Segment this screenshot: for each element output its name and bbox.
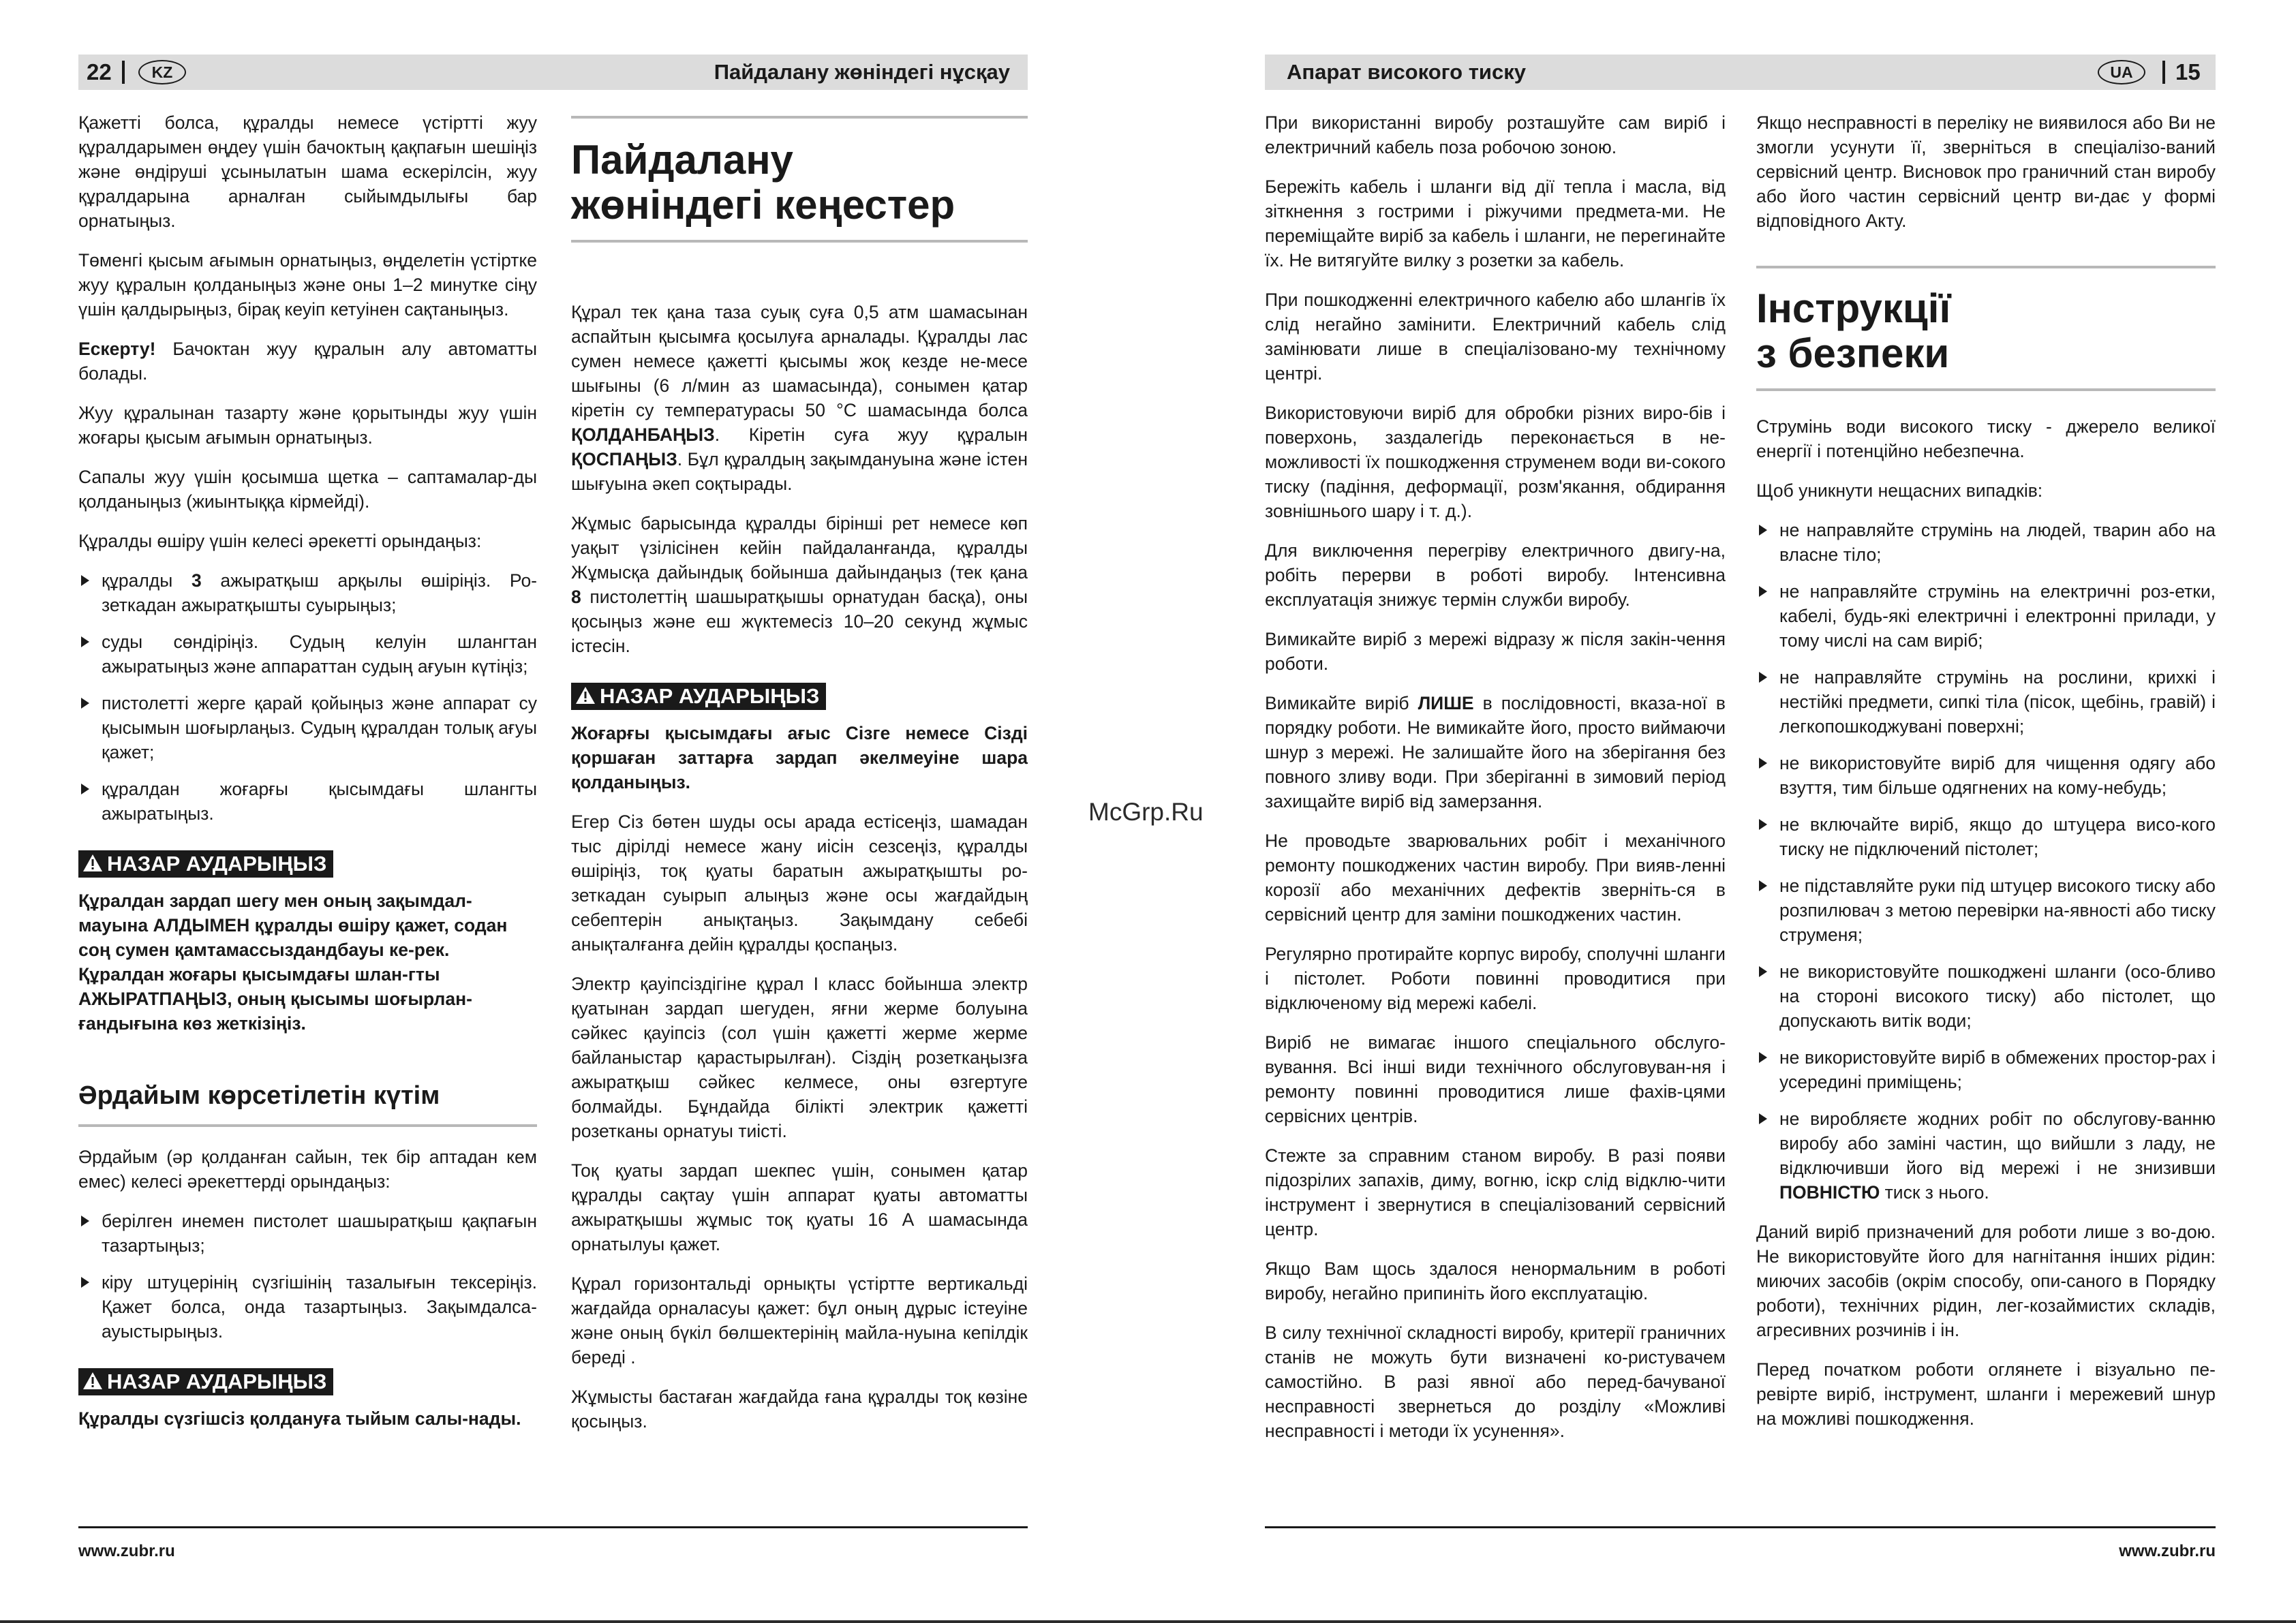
paragraph: В силу технічної складності виробу, критерії граничних станів не можуть бути визначені ко-ристувачем самостійно. В разі явної або перед-бачуваної несправності звернеться до розділу «Можливі несправності і методи їх усунення».	[1265, 1323, 1726, 1441]
paragraph: Бережіть кабель і шланги від дії тепла і масла, від зіткнення з гострими і ріжучими предмета-ми. Не переміщайте виріб за кабель і шланги, не перегинайте їх. Не витягуйте вилку з розетки за кабель.	[1265, 176, 1726, 270]
paragraph: Төменгі қысым ағымын орнатыңыз, өңделетін үстіртке жуу құралын қолданыңыз және оны 1–2 минутке сіңу үшін қалдырыңыз, бірақ кеуіп кетуінен сақтаныңыз.	[78, 250, 537, 320]
language-badge: UA	[2098, 60, 2145, 84]
paragraph: Стежте за справним станом виробу. В разі появи підозрілих запахів, диму, вогню, іскр слід відклю-чити інструмент і звернутися в спеціалізований сервісний центр.	[1265, 1145, 1726, 1239]
paragraph: Әрдайым (әр қолданған сайын, тек бір аптадан кем емес) келесі әрекеттерді орындаңыз:	[78, 1147, 537, 1192]
bottom-edge	[0, 1620, 2296, 1623]
paragraph: Жуу құралынан тазарту және қорытынды жуу үшін жоғары қысым ағымын орнатыңыз.	[78, 403, 537, 448]
paragraph: Вимикайте виріб ЛИШЕ в послідовності, вказа-ної в порядку роботи. Не вимикайте його, просто виймаючи шнур з мережі. Не залишайте його на зберігання без повного зливу води. При зберіганні в зимовий період захищайте виріб від замерзання.	[1265, 693, 1726, 812]
warning-banner: НАЗАР АУДАРЫҢЫЗ	[78, 1368, 333, 1395]
paragraph: Якщо несправності в переліку не виявилося або Ви не змогли усунути її, зверніться в спеціалізо-ваний сервісний центр. Висновок про граничний стан виробу або його частин сервісний центр ви-дає у формі відповідного Акту.	[1756, 112, 2216, 231]
list-item: пистолетті жерге қарай қойыңыз және аппарат су қысымын шоғырлаңыз. Судың құралдан толық ағуы қажет;	[78, 691, 537, 764]
language-badge: KZ	[138, 60, 186, 84]
paragraph: Құралды өшіру үшін келесі әрекетті орындаңыз:	[78, 531, 482, 551]
right-page	[1186, 0, 2296, 1623]
paragraph: Жұмыс барысында құралды бірінші рет немесе көп уақыт үзілісінен кейін пайдаланғанда, құралды Жұмысқа дайындық бойынша дайындаңыз (тек қана 8 пистолеттің шашыратқышы орнатудан басқа), оны қосыңыз және еш жүктемесіз 10–20 секунд жұмыс істесін.	[571, 513, 1028, 656]
header-divider	[122, 61, 125, 84]
paragraph: Ескерту! Бачоктан жуу құралын алу автоматты болады.	[78, 339, 537, 384]
section-title: Әрдайым көрсетілетін күтім	[78, 1081, 440, 1110]
bullet-list	[78, 568, 537, 826]
warning-banner: НАЗАР АУДАРЫҢЫЗ	[571, 683, 826, 710]
right-column-1	[1265, 110, 1726, 1458]
paragraph: Перед початком роботи оглянете і візуально пе-ревірте виріб, інструмент, шланги і мережевий шнур на можливі пошкодження.	[1756, 1359, 2216, 1429]
title-rule-bottom	[571, 240, 1028, 243]
paragraph: Жұмысты бастаған жағдайда ғана құралды тоқ көзіне қосыңыз.	[571, 1387, 1028, 1432]
paragraph: Құрал горизонтальді орнықты үстіртте вертикальді жағдайда орналасуы қажет: бұл оның дұрыс істеуіне және оның бүкіл бөлшектерінің майла-нуына кепілдік береді .	[571, 1273, 1028, 1367]
list-item: не направляйте струмінь на електричні роз-етки, кабелі, будь-які електричні і електронні прилади, у тому числі на сам виріб;	[1756, 579, 2216, 653]
list-item: берілген инемен пистолет шашыратқыш қақпағын тазартыңыз;	[78, 1209, 537, 1258]
list-item: не направляйте струмінь на рослини, крихкі і нестійкі предмети, сипкі тіла (пісок, щебінь, гравій) і легкопошкоджувані поверхні;	[1756, 665, 2216, 739]
warning-banner: НАЗАР АУДАРЫҢЫЗ	[78, 850, 333, 878]
paragraph: Використовуючи виріб для обробки різних виро-бів і поверхонь, заздалегідь переконається в не-можливості їх пошкодження струменем води ви-сокого тиску (падіння, деформації, розм'якання, обдирання зовнішнього шару і т. д.).	[1265, 403, 1726, 521]
list-item: не підставляйте руки під штуцер високого тиску або розпилювач з метою перевірки на-явності або тиску струменя;	[1756, 874, 2216, 947]
page-number: 22	[87, 59, 112, 84]
page-number: 15	[2175, 59, 2201, 84]
paragraph: Даний виріб призначений для роботи лише з во-дою. Не використовуйте його для нагнітання інших рідин: миючих засобів (окрім способу, опи-саного в Порядку роботи), технічних рідин, лег-козаймистих складів, агресивних розчинів і ін.	[1756, 1222, 2216, 1340]
paragraph: Струмінь води високого тиску - джерело великої енергії і потенційно небезпечна.	[1756, 416, 2216, 461]
paragraph: Регулярно протирайте корпус виробу, сполучні шланги і пістолет. Роботи повинні проводитися при відключеному від мережі кабелі.	[1265, 944, 1726, 1013]
paragraph: Вимикайте виріб з мережі відразу ж після закін-чення роботи.	[1265, 629, 1726, 674]
left-column-2	[571, 116, 1028, 1449]
list-item: не використовуйте пошкоджені шланги (осо-бливо на стороні високого тиску) або пістолет, що допускають витік води;	[1756, 959, 2216, 1033]
list-item: кіру штуцерінің сүзгішінің тазалығын тексеріңіз. Қажет болса, онда тазартыңыз. Зақымдалса-ауыстырыңыз.	[78, 1270, 537, 1344]
paragraph: Щоб уникнути нещасних випадків:	[1756, 480, 2043, 501]
list-item: не використовуйте виріб в обмежених простор-рах і усередині приміщень;	[1756, 1045, 2216, 1094]
left-header	[78, 55, 1028, 90]
warning-icon	[82, 1372, 103, 1390]
list-item: суды сөндіріңіз. Судың келуін шлангтан ажыратыңыз және аппараттан судың ағуын күтіңіз;	[78, 630, 537, 679]
list-item: құралды 3 ажыратқыш арқылы өшіріңіз. Ро-зеткадан ажыратқышты суырыңыз;	[78, 568, 537, 617]
warning-icon	[575, 686, 596, 705]
footer-rule	[1265, 1526, 2216, 1528]
title-rule-top	[1756, 266, 2216, 268]
header-title: Апарат високого тиску	[1287, 60, 1526, 84]
paragraph: Не проводьте зварювальних робіт і механічного ремонту пошкоджених частин виробу. При вияв-ленні корозії або механічних дефектів звернiть-ся в сервісний центр для заміни пошкоджених частин.	[1265, 831, 1726, 925]
page-title: Інструкції з безпеки	[1756, 285, 1951, 376]
warning-text: Жоғарғы қысымдағы ағыс Сізге немесе Сізді қоршаған заттарға зардап әкелмеуіне шара қолданыңыз.	[571, 723, 1028, 792]
warning-text: Құралды сүзгішсіз қолдануға тыйым салы-нады.	[78, 1408, 521, 1429]
paragraph: Құрал тек қана таза суық суға 0,5 атм шамасынан аспайтын қысымға қосылуға арналады. Құралды лас сумен немесе қажетті қысымы жоқ кезде не-месе шығыны (6 л/мин аз шамасында), сонымен қатар кіретін су температурасы 50 °С шамасында болса ҚОЛДАНБАҢЫЗ. Кіретін суға жуу құралын ҚОСПАҢЫЗ. Бұл құралдың зақымдануына және істен шығуына әкеп соқтырады.	[571, 302, 1028, 494]
paragraph: Виріб не вимагає іншого спеціального обслуго-вування. Всі інші види технічного обслуговуван-ня і ремонту повинні проводитися лише фахів-цями сервісних центрів.	[1265, 1032, 1726, 1126]
left-page	[0, 0, 1111, 1623]
paragraph: Егер Сіз бөтен шуды осы арада естісеңіз, шамадан тыс дірілді немесе жану иісін сезсеңіз, құралды өшіріңіз, тоқ қуаты баратын ажыратқышты ро-зеткадан суырып алыңыз және осы жағдайдың себептерін анықтаңыз. Зақымдану себебі анықталғанға дейін құралды қоспаңыз.	[571, 812, 1028, 955]
title-rule-top	[571, 116, 1028, 119]
paragraph: При пошкодженні електричного кабелю або шлангів їх слід негайно замінити. Електричний кабель слід замінювати лише в спеціалізовано-му технічному центрі.	[1265, 290, 1726, 384]
list-item: не включайте виріб, якщо до штуцера висо-кого тиску не підключений пістолет;	[1756, 812, 2216, 861]
footer-rule	[78, 1526, 1028, 1528]
right-header	[1265, 55, 2216, 90]
section-rule	[78, 1124, 537, 1127]
page-title: Пайдалану жөніндегі кеңестер	[571, 137, 955, 228]
list-item: не виробляєте жодних робіт по обслугову-ванню виробу або заміні частин, що вийшли з ладу, не відключивши його від мережі і не знизивши ПОВНІСТЮ тиск з нього.	[1756, 1107, 2216, 1205]
note-label: Ескерту!	[78, 339, 156, 359]
warning-text: Құралдан зардап шегу мен оның зақымдал-мауына АЛДЫМЕН құралды өшіру қажет, содан соң сумен қамтамассыздандбауы ке-рек. Құралдан жоғары қысымдағы шлан-гты АЖЫРАТПАҢЫЗ, оның қысымы шоғырлан-ғандығына көз жеткізіңіз.	[78, 891, 508, 1034]
paragraph: Электр қауіпсіздігіне құрал I класс бойынша электр қуатынан зардап шегуден, яғни жерме болуына сәйкес қауіпсіз (сол үшін қажетті жерме жерме байланыстар қарастырылған). Сіздің розеткаңызға ажыратқыш сәйкес келмесе, оны өзгертуге болмайды. Бұндайда білікті электрик қажетті розетканы орнатуы тиісті.	[571, 974, 1028, 1141]
list-item: құралдан жоғарғы қысымдағы шлангты ажыратыңыз.	[78, 777, 537, 826]
watermark: McGrp.Ru	[1088, 798, 1204, 826]
header-title: Пайдалану жөніндегі нұсқау	[714, 60, 1010, 84]
paragraph: Для виключення перегріву електричного двигу-на, робіть перерви в роботі виробу. Інтенсивна експлуатація знижує термін служби виробу.	[1265, 540, 1726, 610]
bullet-list	[1756, 518, 2216, 1205]
paragraph: Қажетті болса, құралды немесе үстіртті жуу құралдарымен өңдеу үшін бачоктың қақпағын шешіңіз және өндіруші ұсынылатын шама ескерілсін, жуу құралдарына арналған сыйымдылығы бар орнатыңыз.	[78, 112, 537, 231]
footer-url[interactable]: www.zubr.ru	[2119, 1542, 2216, 1560]
footer-url[interactable]: www.zubr.ru	[78, 1542, 175, 1560]
paragraph: При використанні виробу розташуйте сам виріб і електричний кабель поза робочою зоною.	[1265, 112, 1726, 157]
list-item: не використовуйте виріб для чищення одягу або взуття, тим більше одягнених на кому-небудь;	[1756, 751, 2216, 800]
paragraph: Якщо Вам щось здалося ненормальним в роботі виробу, негайно припиніть його експлуатацію.	[1265, 1258, 1726, 1303]
warning-icon	[82, 854, 103, 872]
left-column-1	[78, 110, 537, 1446]
title-rule-bottom	[1756, 388, 2216, 391]
bullet-list	[78, 1209, 537, 1344]
list-item: не направляйте струмінь на людей, тварин або на власне тіло;	[1756, 518, 2216, 567]
header-divider	[2162, 61, 2165, 84]
paragraph: Сапалы жуу үшін қосымша щетка – саптамалар-ды қолданыңыз (жиынтыққа кірмейді).	[78, 467, 537, 512]
right-column-2	[1756, 110, 2216, 1446]
paragraph: Тоқ қуаты зардап шекпес үшін, сонымен қатар құралды сақтау үшін аппарат қуаты автоматты ажыратқышы жұмыс тоқ қуаты 16 А шамасында орнатылуы қажет.	[571, 1160, 1028, 1254]
